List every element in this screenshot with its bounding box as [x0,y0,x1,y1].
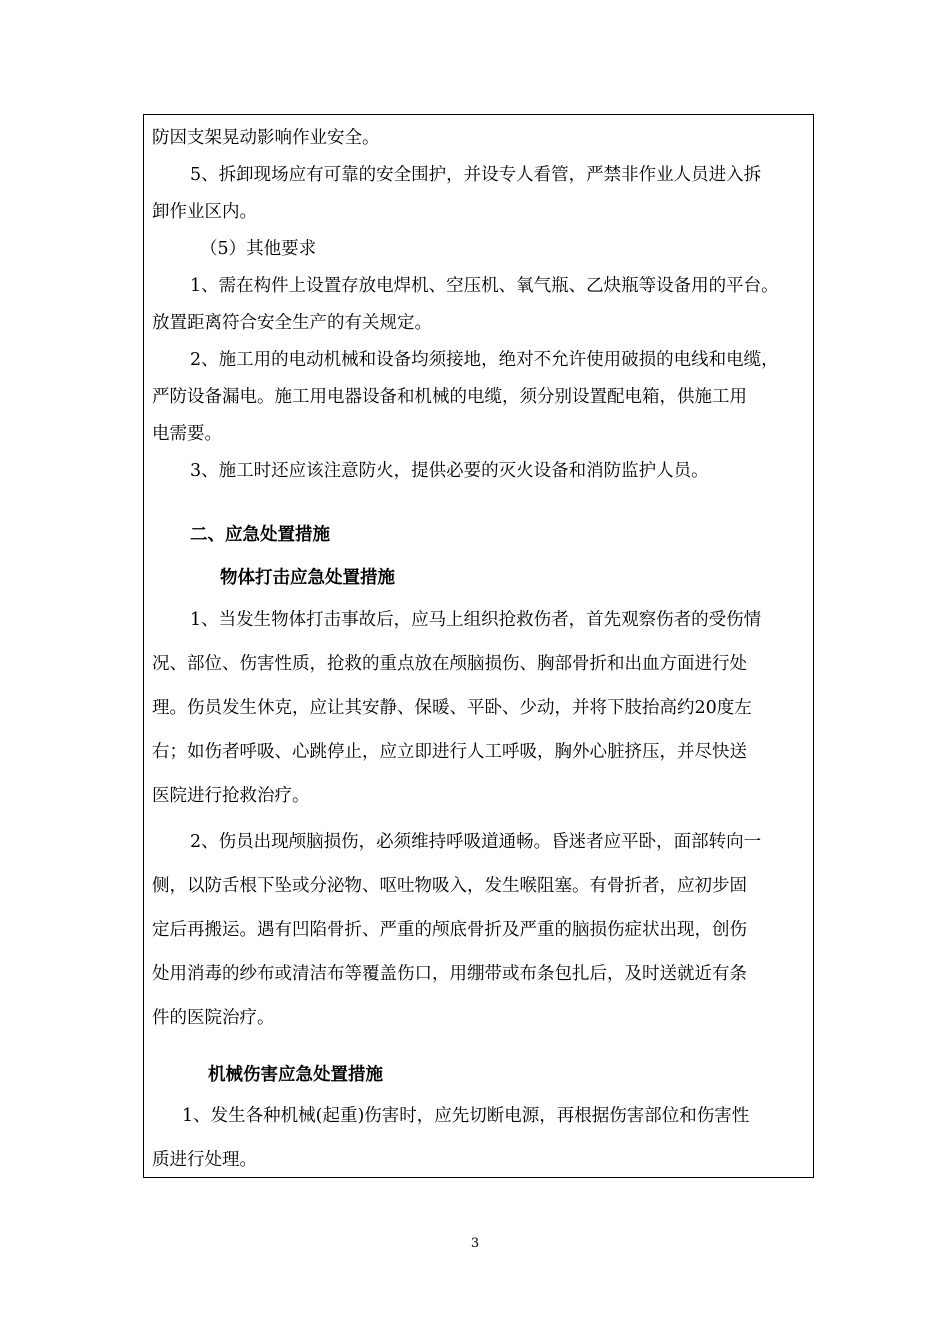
body-line: 处用消毒的纱布或清洁布等覆盖伤口，用绷带或布条包扎后，及时送就近有条 [152,964,747,984]
body-line: 医院进行抢救治疗。 [152,786,310,806]
section-heading: （5）其他要求 [200,239,317,259]
body-line: 严防设备漏电。施工用电器设备和机械的电缆，须分别设置配电箱，供施工用 [152,387,747,407]
body-line: 侧，以防舌根下坠或分泌物、呕吐物吸入，发生喉阻塞。有骨折者，应初步固 [152,876,747,896]
body-line: 定后再搬运。遇有凹陷骨折、严重的颅底骨折及严重的脑损伤症状出现，创伤 [152,920,747,940]
body-line: 1、当发生物体打击事故后，应马上组织抢救伤者，首先观察伤者的受伤情 [190,610,762,630]
body-line: 2、施工用的电动机械和设备均须接地，绝对不允许使用破损的电线和电缆， [190,350,779,370]
body-line: 卸作业区内。 [152,202,257,222]
body-line: 电需要。 [152,424,222,444]
body-line: 放置距离符合安全生产的有关规定。 [152,313,432,333]
body-line: 2、伤员出现颅脑损伤，必须维持呼吸道通畅。昏迷者应平卧，面部转向一 [190,832,762,852]
subsection-heading: 物体打击应急处置措施 [220,568,395,588]
body-line: 质进行处理。 [152,1150,257,1170]
body-line: 5、拆卸现场应有可靠的安全围护，并设专人看管，严禁非作业人员进入拆 [190,165,762,185]
body-line: 况、部位、伤害性质，抢救的重点放在颅脑损伤、胸部骨折和出血方面进行处 [152,654,747,674]
body-line: 理。伤员发生休克，应让其安静、保暖、平卧、少动，并将下肢抬高约20度左 [152,698,752,718]
body-line: 1、需在构件上设置存放电焊机、空压机、氧气瓶、乙炔瓶等设备用的平台。 [190,276,779,296]
section-heading: 二、应急处置措施 [190,525,330,545]
subsection-heading: 机械伤害应急处置措施 [208,1065,383,1085]
body-line: 防因支架晃动影响作业安全。 [152,128,380,148]
body-line: 件的医院治疗。 [152,1008,275,1028]
body-line: 1、发生各种机械(起重)伤害时，应先切断电源，再根据伤害部位和伤害性 [182,1106,750,1126]
body-line: 3、施工时还应该注意防火，提供必要的灭火设备和消防监护人员。 [190,461,709,481]
body-line: 右；如伤者呼吸、心跳停止，应立即进行人工呼吸，胸外心脏挤压，并尽快送 [152,742,747,762]
page-number: 3 [470,1236,480,1251]
